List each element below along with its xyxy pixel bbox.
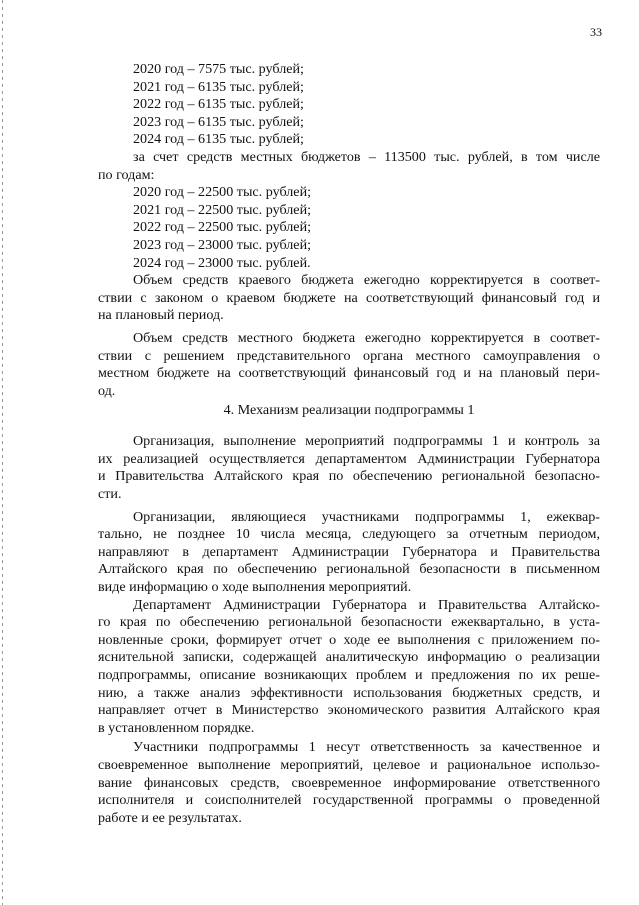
text-line: в установленном порядке. (98, 719, 255, 736)
text-line: Алтайского края по обеспечению региональной безопасности в письменном (98, 561, 600, 578)
paragraph-organization (98, 433, 600, 503)
text-line: Организация, выполнение мероприятий подпрограммы 1 и контроль за (133, 433, 600, 450)
regional-year-list (98, 61, 600, 149)
year-amount-line: 2023 год – 6135 тыс. рублей; (133, 113, 304, 130)
year-amount-line: 2022 год – 6135 тыс. рублей; (133, 96, 304, 113)
year-amount-line: 2021 год – 22500 тыс. рублей; (133, 201, 312, 218)
text-line: Объем средств местного бюджета ежегодно корректируется в соответ- (133, 329, 600, 346)
local-year-list (98, 184, 600, 272)
text-line: подпрограммы, описание возникающих проблем и предложения по их реше- (98, 667, 600, 683)
text-line: новленные сроки, формирует отчет о ходе ее выполнения с приложением по- (98, 631, 600, 648)
spacer (98, 420, 600, 433)
text-line: Департамент Администрации Губернатора и Правительства Алтайско- (133, 596, 600, 613)
text-line: ствии с законом о краевом бюджете на соответствующий финансовый год и (98, 289, 600, 306)
text-line: исполнителя и соисполнителей государственной программы о проведенной (98, 792, 600, 809)
text-line: тально, не позднее 10 числа месяца, следующего за отчетным периодом, (98, 526, 600, 543)
scan-edge-line (2, 0, 3, 905)
page-number: 33 (590, 25, 602, 39)
paragraph-local-budget (98, 330, 600, 400)
text-line: на плановый период. (98, 307, 224, 324)
document-body (98, 61, 600, 827)
text-line: по годам: (98, 166, 155, 183)
year-amount-line: 2022 год – 22500 тыс. рублей; (133, 219, 312, 236)
text-line: местном бюджете на соответствующий финансовый год и на плановый пери- (98, 365, 600, 382)
text-line: направляет отчет в Министерство экономического развития Алтайского края (98, 702, 600, 719)
text-line: их реализацией осуществляется департаментом Администрации Губернатора (98, 450, 600, 467)
text-line: Участники подпрограммы 1 несут ответственность за качественное и (133, 739, 600, 756)
text-line: работе и ее результатах. (98, 809, 242, 826)
text-line: нию, а также анализ эффективности использования бюджетных средств, и (98, 684, 600, 701)
paragraph-regional-budget (98, 272, 600, 325)
year-amount-line: 2024 год – 6135 тыс. рублей; (133, 131, 304, 148)
year-amount-line: 2024 год – 23000 тыс. рублей. (133, 254, 311, 271)
text-line: од. (98, 382, 116, 399)
text-line: своевременное выполнение мероприятий, целевое и рациональное использо- (98, 756, 600, 773)
local-budget-intro (98, 149, 600, 184)
text-line: направляют в департамент Администрации Губернатора и Правительства (98, 543, 600, 560)
text-line: и Правительства Алтайского края по обеспечению региональной безопасно- (98, 468, 600, 485)
text-line: вание финансовых средств, своевременное информирование ответственного (98, 774, 600, 791)
paragraph-responsibility (98, 739, 600, 827)
year-amount-line: 2021 год – 6135 тыс. рублей; (133, 78, 304, 95)
text-line: за счет средств местных бюджетов – 113500 тыс. рублей, в том числе (133, 148, 600, 165)
year-amount-line: 2020 год – 22500 тыс. рублей; (133, 184, 312, 201)
text-line: ствии с решением представительного органа местного самоуправления о (98, 347, 600, 364)
text-line: сти. (98, 486, 122, 503)
text-line: го края по обеспечению региональной безопасности ежеквартально, в уста- (98, 614, 600, 631)
text-line: Организации, являющиеся участниками подпрограммы 1, ежеквар- (133, 508, 600, 525)
text-line: Объем средств краевого бюджета ежегодно корректируется в соответ- (133, 272, 600, 289)
section-heading: 4. Механизм реализации подпрограммы 1 (223, 402, 475, 419)
text-line: виде информацию о ходе выполнения мероприятий. (98, 579, 412, 596)
year-amount-line: 2020 год – 7575 тыс. рублей; (133, 61, 304, 77)
text-line: яснительной записки, содержащей аналитическую информацию о реализации (98, 649, 600, 666)
paragraph-participants-report (98, 509, 600, 597)
paragraph-department-report (98, 597, 600, 738)
year-amount-line: 2023 год – 23000 тыс. рублей; (133, 236, 312, 253)
